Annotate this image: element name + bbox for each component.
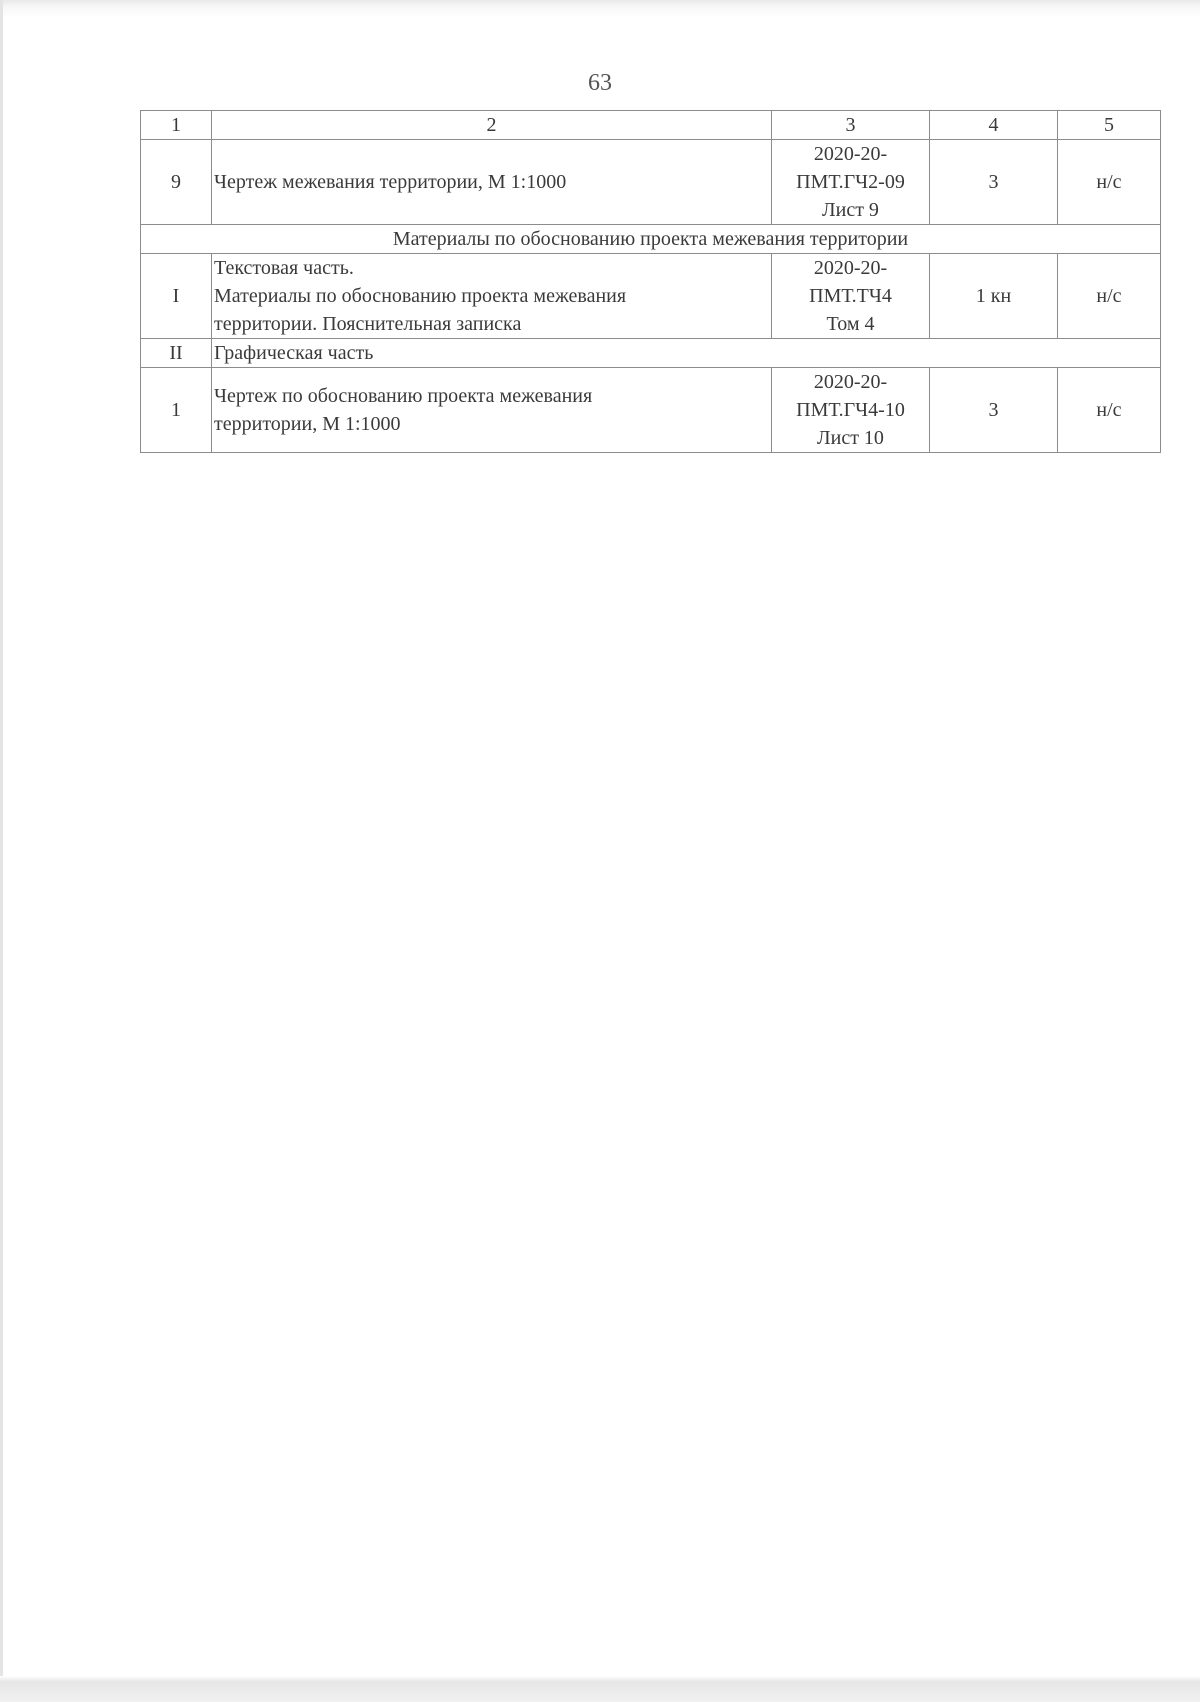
row-number: 9 — [141, 140, 212, 225]
row-quantity: 1 кн — [930, 254, 1058, 339]
row-code-line: ПМТ.ГЧ4-10 — [796, 399, 905, 421]
header-cell-2: 2 — [212, 111, 772, 140]
table-row — [141, 254, 1161, 339]
header-cell-5: 5 — [1058, 111, 1161, 140]
header-cell-4: 4 — [930, 111, 1058, 140]
section-heading: Материалы по обоснованию проекта межевания территории — [141, 225, 1161, 254]
row-code-line: ПМТ.ГЧ2-09 — [796, 171, 905, 193]
row-title-line: территории. Пояснительная записка — [214, 313, 522, 335]
row-title-line: Чертеж по обоснованию проекта межевания — [214, 385, 593, 407]
row-note: н/с — [1058, 254, 1161, 339]
header-cell-3: 3 — [772, 111, 930, 140]
row-code-line: 2020-20- — [813, 257, 888, 279]
row-code — [772, 368, 930, 453]
page-number: 63 — [588, 70, 612, 96]
row-title-line: Чертеж межевания территории, М 1:1000 — [214, 171, 567, 193]
subsection-row — [141, 339, 1161, 368]
document-table — [140, 110, 1161, 453]
row-quantity: 3 — [930, 140, 1058, 225]
row-title — [212, 140, 772, 225]
row-title-line: Материалы по обоснованию проекта межевания — [214, 285, 627, 307]
row-code-line: 2020-20- — [813, 143, 888, 165]
row-note: н/с — [1058, 368, 1161, 453]
table-row — [141, 368, 1161, 453]
row-note: н/с — [1058, 140, 1161, 225]
subsection-number: II — [141, 339, 212, 368]
table-row — [141, 140, 1161, 225]
row-title-line: территории, М 1:1000 — [214, 413, 401, 435]
scan-edge-left — [0, 0, 3, 1702]
row-title — [212, 368, 772, 453]
table-header-row — [141, 111, 1161, 140]
row-number: I — [141, 254, 212, 339]
scan-edge-top — [0, 0, 1200, 18]
row-code — [772, 140, 930, 225]
row-number: 1 — [141, 368, 212, 453]
row-title — [212, 254, 772, 339]
scan-edge-bottom — [0, 1676, 1200, 1702]
subsection-title: Графическая часть — [212, 339, 1161, 368]
row-code — [772, 254, 930, 339]
row-code-line: ПМТ.ТЧ4 — [809, 285, 892, 307]
row-quantity: 3 — [930, 368, 1058, 453]
row-code-line: Лист 10 — [817, 427, 884, 449]
row-code-line: Лист 9 — [822, 199, 879, 221]
section-heading-row — [141, 225, 1161, 254]
row-code-line: 2020-20- — [813, 371, 888, 393]
row-title-line: Текстовая часть. — [214, 257, 354, 279]
header-cell-1: 1 — [141, 111, 212, 140]
row-code-line: Том 4 — [826, 313, 875, 335]
